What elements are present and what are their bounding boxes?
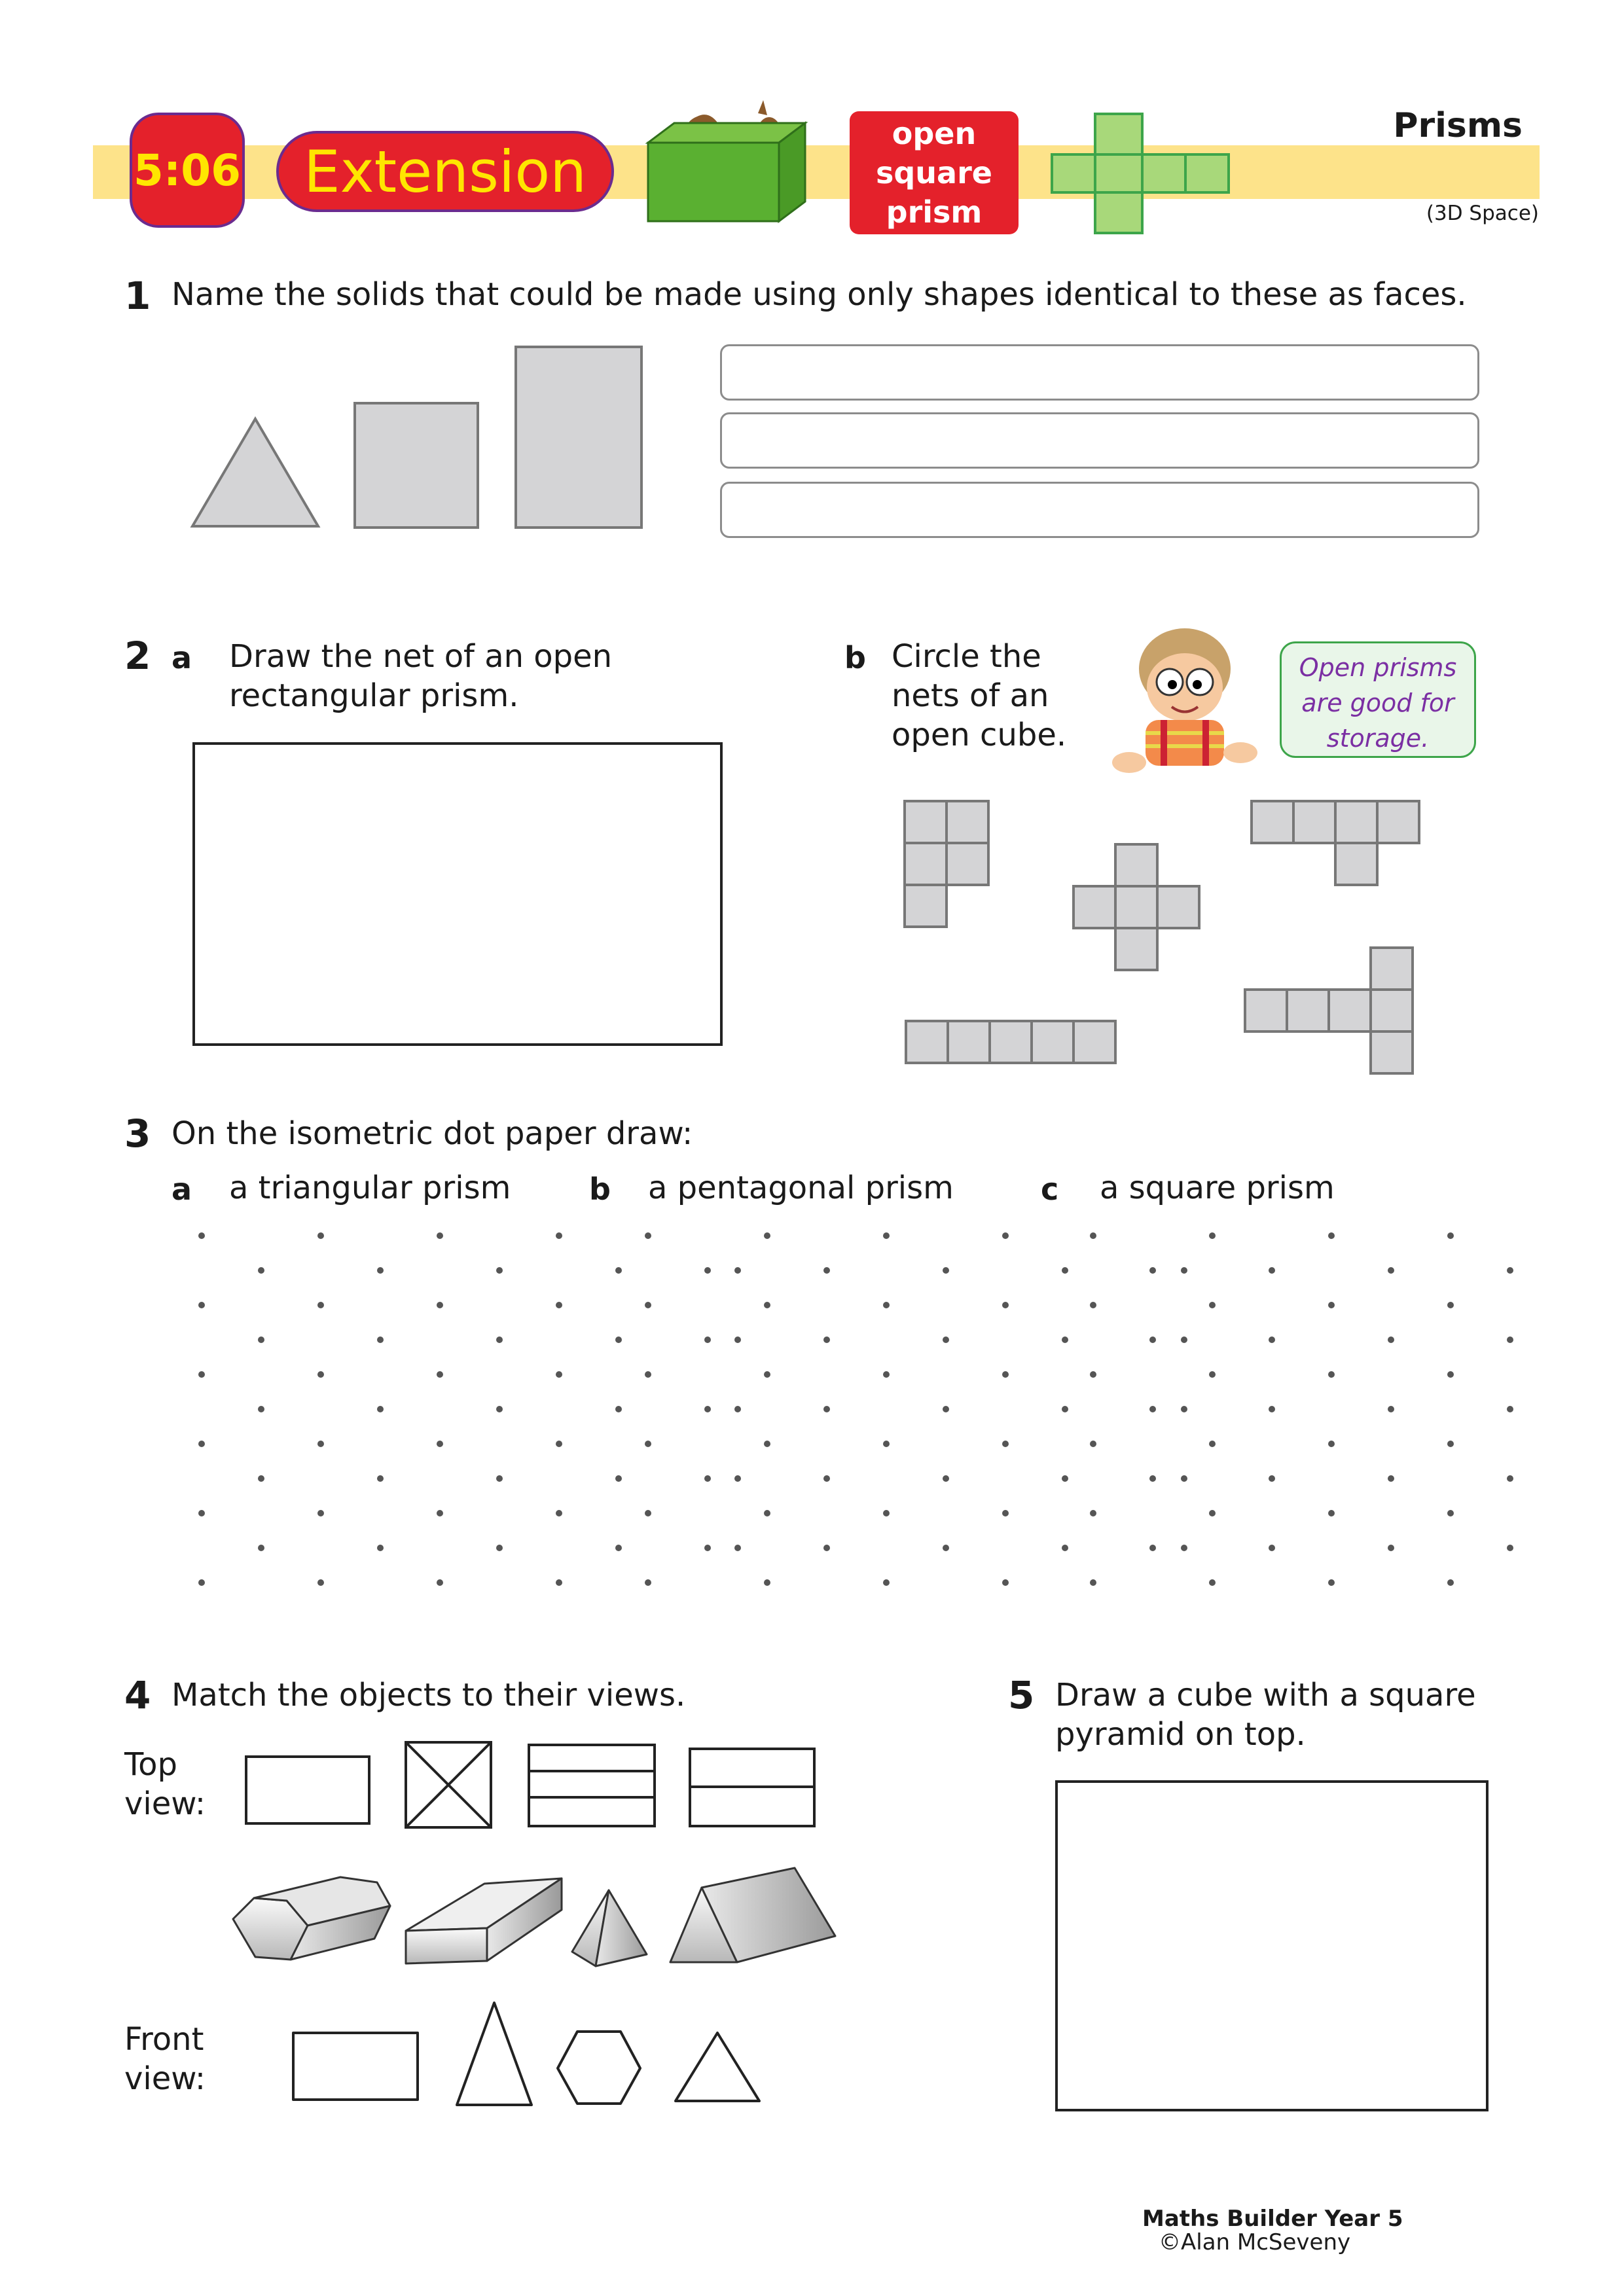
tag-line-3: prism (886, 194, 983, 230)
q2b-text-line-2: nets of an (892, 677, 1049, 714)
page-subtitle: (3D Space) (1426, 202, 1539, 225)
question-5-text-line-2: pyramid on top. (1055, 1716, 1306, 1753)
front-view-label-line-1: Front (124, 2021, 204, 2058)
q2b-text-line-1: Circle the (892, 638, 1041, 675)
q3c-text: a square prism (1100, 1170, 1335, 1206)
q2b-text-line-3: open cube. (892, 717, 1067, 753)
front-view-hexagon[interactable] (558, 2032, 640, 2104)
unit-number: 5:06 (133, 145, 242, 196)
tag-line-1: open (892, 116, 977, 151)
page-title: Prisms (1393, 106, 1523, 145)
q2a-text-line-1: Draw the net of an open (229, 638, 613, 675)
question-4-number: 4 (124, 1673, 151, 1717)
question-5-number: 5 (1008, 1673, 1035, 1717)
copyright: ©Alan McSeveny (1159, 2229, 1351, 2255)
bubble-line-1: Open prisms (1299, 653, 1457, 682)
bubble-line-3: storage. (1326, 724, 1430, 753)
book-title: Maths Builder Year 5 (1142, 2206, 1403, 2232)
question-5-text-line-1: Draw a cube with a square (1055, 1677, 1476, 1713)
q2a-label: a (171, 640, 192, 675)
section-label: Extension (303, 137, 586, 206)
q3b-text: a pentagonal prism (648, 1170, 954, 1206)
question-2-number: 2 (124, 634, 151, 678)
q3a-label: a (171, 1172, 192, 1207)
front-view-label-line-2: view: (124, 2060, 206, 2097)
top-view-label-line-1: Top (124, 1746, 177, 1783)
question-1-text: Name the solids that could be made using only shapes identical to these as faces. (171, 276, 1467, 313)
front-view-tall-triangle[interactable] (457, 2003, 532, 2105)
front-view-triangle[interactable] (676, 2033, 759, 2101)
q2b-label: b (844, 640, 866, 675)
bubble-line-2: are good for (1301, 689, 1454, 717)
top-view-label-line-2: view: (124, 1785, 206, 1822)
q2a-text-line-2: rectangular prism. (229, 677, 519, 714)
front-view-rectangle[interactable] (293, 2033, 418, 2100)
question-1-number: 1 (124, 274, 151, 318)
question-3-text: On the isometric dot paper draw: (171, 1115, 693, 1152)
q3a-text: a triangular prism (229, 1170, 511, 1206)
q5-drawing-box[interactable] (1055, 1780, 1489, 2111)
q3b-label: b (589, 1172, 611, 1207)
question-3-number: 3 (124, 1111, 151, 1156)
q3c-label: c (1041, 1172, 1059, 1207)
question-4-text: Match the objects to their views. (171, 1677, 686, 1713)
tag-line-2: square (876, 155, 992, 190)
